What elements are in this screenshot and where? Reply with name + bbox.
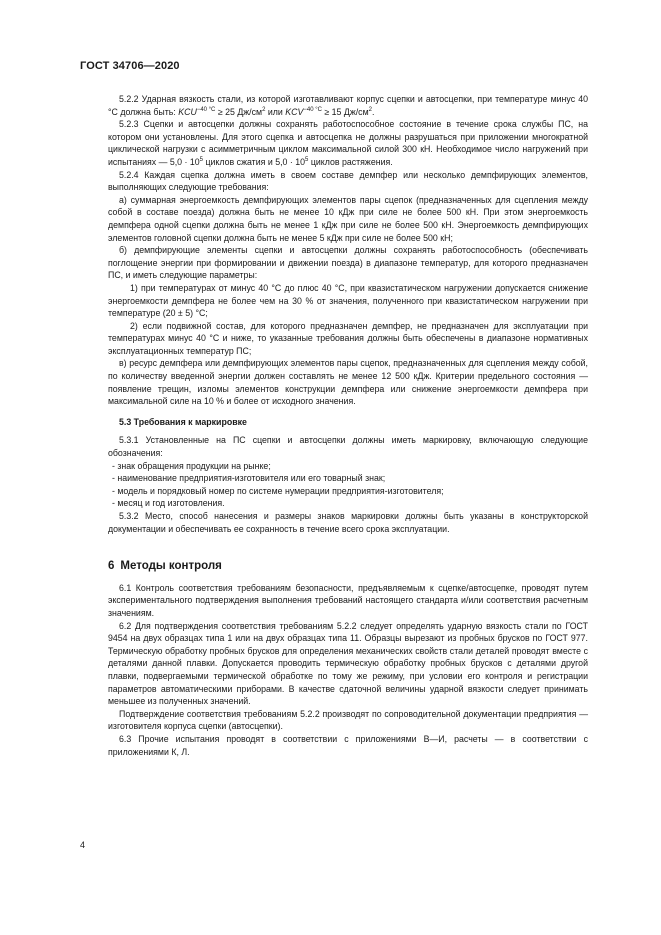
- text: 5.2.2 Ударная вязкость стали, из которой изготавливают корпус сцепки и автосцепки, при температуре минус 40 °С должна быть:: [108, 94, 588, 117]
- page-number: 4: [80, 840, 86, 850]
- paragraph-6-1: 6.1 Контроль соответствия требованиям безопасности, предъявляемым к сцепке/автосцепке, проводят путем экспериментального подтверждения выполнения требований настоящего стандарта и/или соответствия расчетным значениям.: [108, 582, 588, 618]
- list-item-a: а) суммарная энергоемкость демпфирующих элементов пары сцепок (предназначенных для сцепления между собой в составе поезда) должна быть не менее 10 кДж при силе не более 500 кН. При этом энергоемкость демпфера одной сцепки должна быть не менее 1 кДж при силе не более 500 кН. Энергоемкость демпфирующих элементов головной сцепки должна быть не менее 5 кДж при силе не более 500 кН;: [108, 194, 588, 243]
- exponent: 5: [199, 157, 204, 164]
- paragraph-5-2-2: [108, 93, 588, 118]
- marking-list-item: - знак обращения продукции на рынке;: [112, 460, 271, 471]
- text: циклов сжатия и 5,0 · 10: [203, 156, 306, 167]
- document-header: ГОСТ 34706—2020: [80, 60, 180, 72]
- paragraph-6-2: 6.2 Для подтверждения соответствия требованиям 5.2.2 следует определять ударную вязкость стали по ГОСТ 9454 на двух образцах типа 1 или на двух образцах типа 11. Образцы вырезают из пробных брусков по ГОСТ 977. Термическую обработку пробных брусков для определения механических свойств стали деталей проводят вместе с деталями данной плавки. Допускается проводить термическую обработку пробных брусков с деталями другой плавки, подвергаемыми термической обработке по тому же режиму, при условии его контроля и регистрации параметров автоматическими приборами. В качестве сдаточной величины ударной вязкости следует принимать меньшее из полученных значений.: [108, 620, 588, 707]
- marking-list-item: - модель и порядковый номер по системе нумерации предприятия-изготовителя;: [112, 485, 444, 496]
- text: .: [371, 106, 375, 117]
- list-item-b1: 1) при температурах от минус 40 °С до плюс 40 °С, при квазистатическом нагружении допускается снижение энергоемкости демпфера не более чем на 30 % от значения, полученного при квазистатическом нагружении при температуре (20 ± 5) °С;: [108, 282, 588, 319]
- paragraph-5-2-3: [108, 118, 588, 168]
- section-title-text: Методы контроля: [120, 560, 222, 573]
- text: 5.2.3 Сцепки и автосцепки должны сохранять работоспособное состояние в течение срока службы ПС, на котором они установлены. Для этого сцепка и автосцепка не должны разрушаться при приложении многократной циклической нагрузки с асимметричным циклом максимальной силой 300 кН. Необходимое число нагружений при испытаниях — 5,0 · 10: [108, 119, 588, 167]
- section-number: 6: [108, 560, 115, 573]
- paragraph-5-3-2: 5.3.2 Место, способ нанесения и размеры знаков маркировки должны быть указаны в конструкторской документации и обеспечивать ее сохранность в течение всего срока эксплуатации.: [108, 511, 588, 534]
- paragraph-6-2-confirmation: Подтверждение соответствия требованиям 5.2.2 производят по сопроводительной документации предприятия — изготовителя корпуса сцепки (автосцепки).: [108, 708, 588, 732]
- text: циклов растяжения.: [308, 156, 393, 167]
- paragraph-5-3-1: 5.3.1 Установленные на ПС сцепки и автосцепки должны иметь маркировку, включающую следующие обозначения:: [108, 435, 588, 459]
- marking-list-item: - наименование предприятия-изготовителя или его товарный знак;: [112, 473, 386, 484]
- kcu-superscript: −40 °С: [196, 106, 216, 113]
- list-item-v: в) ресурс демпфера или демпфирующих элементов пары сцепок, предназначенных для сцепления между собой, по количеству введенной энергии должен составлять не менее 12 500 кДж. Критерии предельного состояния — появление трещин, изломы элементов конструкции демпфера или снижение энергоемкости демпфера при максимальной силе на 10 % и более от исходного значения.: [108, 358, 588, 407]
- paragraph-5-2-4: 5.2.4 Каждая сцепка должна иметь в своем составе демпфер или несколько демпфирующих элементов, выполняющих следующие требования:: [108, 169, 588, 193]
- superscript: 2: [262, 106, 266, 113]
- section-title-6: [108, 560, 588, 573]
- exponent: 5: [305, 157, 309, 164]
- kcv-superscript: −40 °С: [303, 106, 322, 113]
- text: ≥ 25 Дж/см: [215, 106, 263, 117]
- kcv-symbol: KCV: [285, 106, 304, 117]
- paragraph-6-3: 6.3 Прочие испытания проводят в соответствии с приложениями В—И, расчеты — в соответствии с приложениями К, Л.: [108, 733, 588, 757]
- superscript: 2: [368, 106, 372, 113]
- text: ≥ 15 Дж/см: [321, 106, 369, 117]
- list-item-b: б) демпфирующие элементы сцепки и автосцепки должны сохранять работоспособность (обеспечивать поглощение энергии при формировании и движении поезда) в диапазоне температур, для которого предназначен ПС, и иметь следующие параметры:: [108, 245, 588, 281]
- document-body: [108, 93, 588, 758]
- text: или: [265, 106, 286, 117]
- marking-list-item: - месяц и год изготовления.: [112, 498, 225, 509]
- list-item-b2: 2) если подвижной состав, для которого предназначен демпфер, не предназначен для эксплуатации при температурах минус 40 °С и ниже, то указанные требования должны быть обеспечены в диапазоне нормативных эксплуатационных температур ПС;: [108, 320, 588, 356]
- kcu-symbol: KCU: [178, 106, 197, 117]
- subsection-title-5-3: 5.3 Требования к маркировке: [119, 416, 247, 427]
